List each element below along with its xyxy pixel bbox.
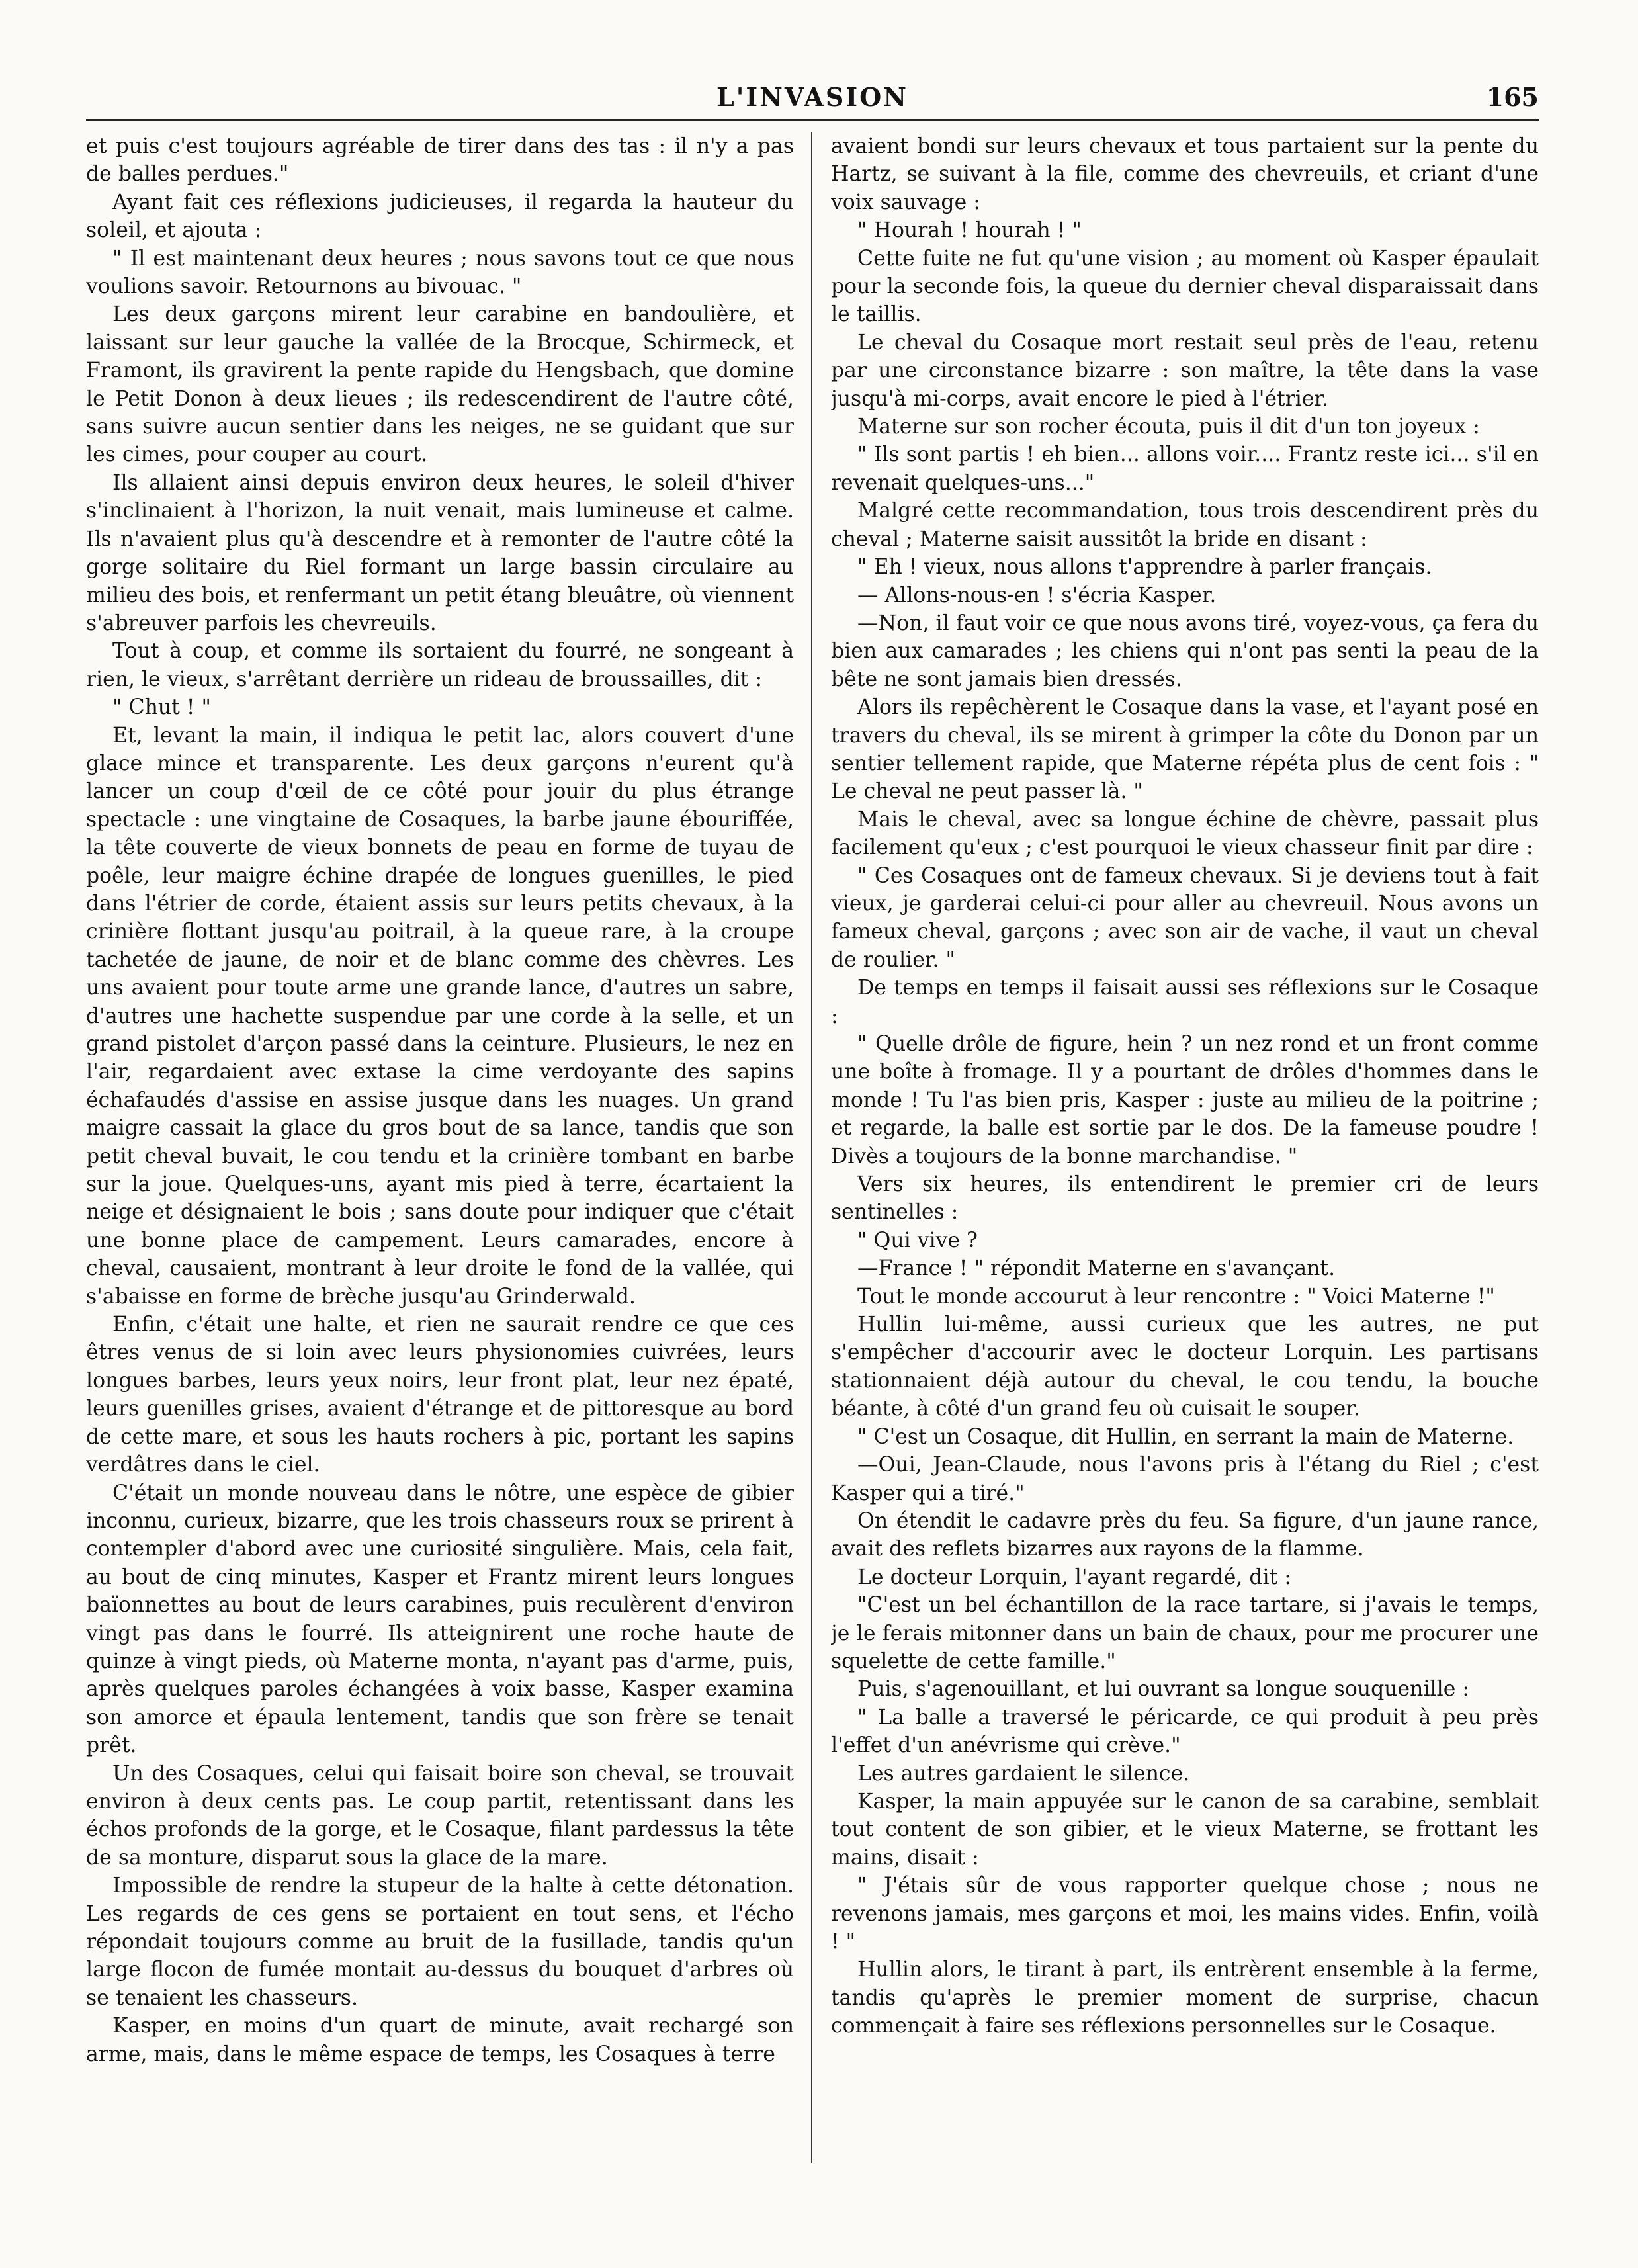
- paragraph: Et, levant la main, il indiqua le petit lac, alors couvert d'une glace mince et transparente. Les deux garçons n'eurent qu'à lancer un coup d'œil de ce côté pour jouir du plus étrange spectacle : une vingtaine de Cosaques, la barbe jaune ébouriffée, la tête couverte de vieux bonnets de peau en forme de tuyau de poêle, leur maigre échine drapée de longues guenilles, le pied dans l'étrier de corde, étaient assis sur leurs petits chevaux, à la crinière flottant jusqu'au poitrail, à la queue rare, à la croupe tachetée de jaune, de noir et de blanc comme des chèvres. Les uns avaient pour toute arme une grande lance, d'autres un sabre, d'autres une hachette suspendue par une corde à la selle, et un grand pistolet d'arçon passé dans la ceinture. Plusieurs, le nez en l'air, regardaient avec extase la cime verdoyante des sapins échafaudés d'assise en assise jusque dans les nuages. Un grand maigre cassait la glace du gros bout de sa lance, tandis que son petit cheval buvait, le cou tendu et la crinière tombant en barbe sur la joue. Quelques-uns, ayant mis pied à terre, écartaient la neige et désignaient le bois ; sans doute pour indiquer que c'était une bonne place de campement. Leurs camarades, encore à cheval, causaient, montrant à leur droite le fond de la vallée, qui s'abaisse en forme de brèche jusqu'au Grinderwald.: [86, 723, 794, 1309]
- paragraph: — Allons-nous-en ! s'écria Kasper.: [857, 583, 1217, 607]
- paragraph: "C'est un bel échantillon de la race tartare, si j'avais le temps, je le ferais mitonner dans un bain de chaux, pour me procurer une squelette de cette famille.": [831, 1593, 1539, 1673]
- paragraph: Kasper, la main appuyée sur le canon de sa carabine, semblait tout content de son gibier, et le vieux Materne, se frottant les mains, disait :: [831, 1789, 1539, 1870]
- paragraph: Vers six heures, ils entendirent le premier cri de leurs sentinelles :: [831, 1172, 1539, 1225]
- left-column: [86, 132, 794, 2190]
- paragraph: Alors ils repêchèrent le Cosaque dans la vase, et l'ayant posé en travers du cheval, ils se mirent à grimper la côte du Donon par un sentier tellement rapide, que Materne répéta plus de cent fois : " Le cheval ne peut passer là. ": [831, 695, 1539, 804]
- column-divider: [811, 132, 812, 2163]
- paragraph: " Chut ! ": [112, 695, 212, 720]
- paragraph: et puis c'est toujours agréable de tirer dans des tas : il n'y a pas de balles perdues.": [86, 134, 794, 187]
- paragraph: Le cheval du Cosaque mort restait seul près de l'eau, retenu par une circonstance bizarre : son maître, la tête dans la vase jusqu'à mi-corps, avait encore le pied à l'étrier.: [831, 330, 1539, 411]
- paragraph: Un des Cosaques, celui qui faisait boire son cheval, se trouvait environ à deux cents pas. Le coup partit, retentissant dans les échos profonds de la gorge, et le Cosaque, filant pardessus la tête de sa monture, disparut sous la glace de la mare.: [86, 1761, 794, 1870]
- paragraph: On étendit le cadavre près du feu. Sa figure, d'un jaune rance, avait des reflets bizarres aux rayons de la flamme.: [831, 1508, 1539, 1561]
- page-number: 165: [1486, 82, 1539, 112]
- paragraph: Ayant fait ces réflexions judicieuses, il regarda la hauteur du soleil, et ajouta :: [86, 190, 794, 243]
- header-rule: [86, 119, 1539, 121]
- paragraph: De temps en temps il faisait aussi ses réflexions sur le Cosaque :: [831, 976, 1539, 1028]
- paragraph: Ils allaient ainsi depuis environ deux heures, le soleil d'hiver s'inclinaient à l'horizon, la nuit venait, mais lumineuse et calme. Ils n'avaient plus qu'à descendre et à remonter de l'autre côté la gorge solitaire du Riel formant un large bassin circulaire au milieu des bois, et renfermant un petit étang bleuâtre, où viennent s'abreuver parfois les chevreuils.: [86, 470, 794, 635]
- paragraph: Les autres gardaient le silence.: [857, 1761, 1190, 1786]
- paragraph: Impossible de rendre la stupeur de la halte à cette détonation. Les regards de ces gens se portaient en tout sens, et l'écho répondait toujours comme au bruit de la fusillade, tandis qu'un large flocon de fumée montait au-dessus du bouquet d'arbres où se tenaient les chasseurs.: [86, 1874, 794, 2010]
- paragraph: —Non, il faut voir ce que nous avons tiré, voyez-vous, ça fera du bien aux camarades ; les chiens qui n'ont pas senti la peau de la bête ne sont jamais bien dressés.: [831, 611, 1539, 691]
- paragraph: —France ! " répondit Materne en s'avançant.: [857, 1256, 1336, 1281]
- paragraph: C'était un monde nouveau dans le nôtre, une espèce de gibier inconnu, curieux, bizarre, que les trois chasseurs roux se prirent à contempler d'abord avec une curiosité singulière. Mais, cela fait, au bout de cinq minutes, Kasper et Frantz mirent leurs longues baïonnettes au bout de leurs carabines, puis reculèrent d'environ vingt pas dans le fourré. Ils atteignirent une roche haute de quinze à vingt pieds, où Materne monta, n'ayant pas d'arme, puis, après quelques paroles échangées à voix basse, Kasper examina son amorce et épaula lentement, tandis que son frère se tenait prêt.: [86, 1481, 794, 1758]
- paragraph: " Hourah ! hourah ! ": [857, 218, 1082, 243]
- paragraph: " Ils sont partis ! eh bien... allons voir.... Frantz reste ici... s'il en revenait quelques-uns...": [831, 443, 1539, 495]
- paragraph: " La balle a traversé le péricarde, ce qui produit à peu près l'effet d'un anévrisme qui crève.": [831, 1705, 1539, 1758]
- paragraph: " J'étais sûr de vous rapporter quelque chose ; nous ne revenons jamais, mes garçons et moi, les mains vides. Enfin, voilà ! ": [831, 1874, 1539, 1954]
- right-column: [831, 132, 1539, 2190]
- paragraph: Tout à coup, et comme ils sortaient du fourré, ne songeant à rien, le vieux, s'arrêtant derrière un rideau de broussailles, dit :: [86, 639, 794, 691]
- paragraph: avaient bondi sur leurs chevaux et tous partaient sur la pente du Hartz, se suivant à la file, comme des chevreuils, et criant d'une voix sauvage :: [831, 134, 1539, 214]
- paragraph: Tout le monde accourut à leur rencontre : " Voici Materne !": [857, 1284, 1495, 1309]
- paragraph: Materne sur son rocher écouta, puis il dit d'un ton joyeux :: [857, 415, 1480, 439]
- running-title: L'INVASION: [716, 82, 908, 112]
- paragraph: " Il est maintenant deux heures ; nous savons tout ce que nous voulions savoir. Retournons au bivouac. ": [86, 246, 794, 299]
- paragraph: —Oui, Jean-Claude, nous l'avons pris à l'étang du Riel ; c'est Kasper qui a tiré.": [831, 1453, 1539, 1505]
- paragraph: Hullin alors, le tirant à part, ils entrèrent ensemble à la ferme, tandis qu'après le premier moment de surprise, chacun commençait à faire ses réflexions personnelles sur le Cosaque.: [831, 1958, 1539, 2038]
- paragraph: Kasper, en moins d'un quart de minute, avait rechargé son arme, mais, dans le même espace de temps, les Cosaques à terre: [86, 2014, 794, 2066]
- paragraph: Enfin, c'était une halte, et rien ne saurait rendre ce que ces êtres venus de si loin avec leurs physionomies cuivrées, leurs longues barbes, leurs yeux noirs, leur front plat, leur nez épaté, leurs guenilles grises, avaient d'étrange et de pittoresque au bord de cette mare, et sous les hauts rochers à pic, portant les sapins verdâtres dans le ciel.: [86, 1313, 794, 1477]
- paragraph: Hullin lui-même, aussi curieux que les autres, ne put s'empêcher d'accourir avec le docteur Lorquin. Les partisans stationnaient déjà autour du cheval, le cou tendu, la bouche béante, à côté d'un grand feu où cuisait le souper.: [831, 1313, 1539, 1421]
- paragraph: " C'est un Cosaque, dit Hullin, en serrant la main de Materne.: [857, 1424, 1514, 1449]
- paragraph: Les deux garçons mirent leur carabine en bandoulière, et laissant sur leur gauche la vallée de la Brocque, Schirmeck, et Framont, ils gravirent la pente rapide du Hengsbach, que domine le Petit Donon à deux lieues ; ils redescendirent de l'autre côté, sans suivre aucun sentier dans les neiges, ne se guidant que sur les cimes, pour couper au court.: [86, 302, 794, 467]
- paragraph: " Eh ! vieux, nous allons t'apprendre à parler français.: [857, 555, 1432, 580]
- paragraph: Le docteur Lorquin, l'ayant regardé, dit :: [857, 1565, 1291, 1589]
- paragraph: " Quelle drôle de figure, hein ? un nez rond et un front comme une boîte à fromage. Il y a pourtant de drôles d'hommes dans le monde ! Tu l'as bien pris, Kasper : juste au milieu de la poitrine ; et regarde, la balle est sortie par le dos. De la fameuse poudre ! Divès a toujours de la bonne marchandise. ": [831, 1032, 1539, 1168]
- running-header: [86, 78, 1539, 124]
- paragraph: Malgré cette recommandation, tous trois descendirent près du cheval ; Materne saisit aussitôt la bride en disant :: [831, 499, 1539, 551]
- paragraph: Puis, s'agenouillant, et lui ouvrant sa longue souquenille :: [857, 1677, 1469, 1702]
- paragraph: " Qui vive ?: [857, 1228, 978, 1252]
- paragraph: Cette fuite ne fut qu'une vision ; au moment où Kasper épaulait pour la seconde fois, la queue du dernier cheval disparaissait dans le taillis.: [831, 246, 1539, 327]
- paragraph: " Ces Cosaques ont de fameux chevaux. Si je deviens tout à fait vieux, je garderai celui-ci pour aller au chevreuil. Nous avons un fameux cheval, garçons ; avec son air de vache, il vaut un cheval de roulier. ": [831, 863, 1539, 972]
- paragraph: Mais le cheval, avec sa longue échine de chèvre, passait plus facilement qu'eux ; c'est pourquoi le vieux chasseur finit par dire :: [831, 807, 1539, 860]
